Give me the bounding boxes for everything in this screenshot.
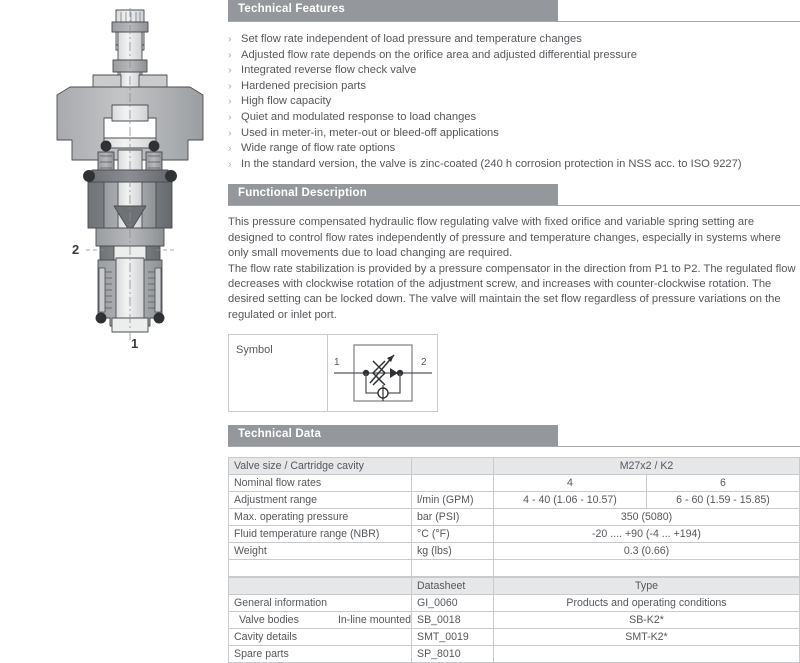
list-item-label: In the standard version, the valve is zinc-coated (240 h corrosion protection in NSS acc. to ISO 9227) [241,157,742,170]
row-label: Fluid temperature range (NBR) [229,526,412,543]
row-label: Cavity details [229,629,412,646]
list-item [228,63,800,79]
list-item-label: Hardened precision parts [241,79,366,92]
row-label: Weight [229,543,412,560]
list-item [228,110,800,126]
section-title-technical-data: Technical Data [238,428,322,441]
description-paragraph: The flow rate stabilization is provided by a pressure compensator in the direction from P1 to P2. The regulated flow decreases with clockwise rotation of the adjustment screw, and increases with counter-clockwise rotation. The desired setting can be locked down. The valve will maintain the set flow regardless of pressure variations on the regulated or inlet port. [228,262,796,321]
row-label: Max. operating pressure [229,509,412,526]
description-paragraph: This pressure compensated hydraulic flow regulating valve with fixed orifice and variable spring setting are designed to control flow rates independently of pressure and temperature changes, especially in systems where only small movements due to load changing are required. [228,216,781,260]
section-header-technical-data [228,425,800,447]
row-unit [412,475,494,492]
list-item-label: Used in meter-in, meter-out or bleed-off applications [241,126,499,139]
list-item [228,32,800,48]
chevron-right-icon: › [228,157,232,170]
row-label: Nominal flow rates [229,475,412,492]
section-title-functional-description: Functional Description [238,187,367,200]
symbol-port-left: 1 [334,357,340,369]
row-value-size6: 6 - 60 (1.59 - 15.85) [647,492,800,509]
list-item-label: Set flow rate independent of load pressure and temperature changes [241,33,582,45]
table-row [229,526,800,543]
row-label: General information [229,595,412,612]
row-label: Spare parts [229,646,412,663]
list-item-label: High flow capacity [241,95,332,108]
row-value: 0.3 (0.66) [494,543,800,560]
table-header-row [229,578,800,595]
content-column [228,0,800,661]
list-item [228,79,800,95]
technical-features-list [228,32,800,172]
datasheet-table [228,577,800,663]
row-value-size4: 4 [494,475,647,492]
list-item [228,157,800,173]
row-value-size6: 6 [647,475,800,492]
row-value: -20 .... +90 (-4 ... +194) [494,526,800,543]
section-header-functional-description [228,184,800,206]
table-row [229,492,800,509]
row-unit: kg (lbs) [412,543,494,560]
chevron-right-icon: › [228,48,232,61]
list-item [228,141,800,157]
header-blank [229,578,412,595]
symbol-diagram-cell [328,335,437,411]
row-unit: bar (PSI) [412,509,494,526]
port-label-1: 1 [131,336,139,351]
functional-description-text [228,215,800,323]
chevron-right-icon: › [228,126,232,139]
row-label: Valve bodies [239,614,299,627]
section-header-technical-features [228,0,800,22]
row-label: Adjustment range [229,492,412,509]
spacer-cell [494,560,800,577]
table-row [229,509,800,526]
row-label: Valve size / Cartridge cavity [229,458,412,475]
list-item [228,126,800,142]
symbol-box [228,334,438,412]
row-unit: °C (°F) [412,526,494,543]
list-item-label: Quiet and modulated response to load changes [241,110,477,123]
chevron-right-icon: › [228,33,232,45]
table-row [229,543,800,560]
row-type: SMT-K2* [494,629,800,646]
chevron-right-icon: › [228,79,232,92]
datasheet-table-wrap [228,577,800,663]
table-row [229,595,800,612]
row-value-size4: 4 - 40 (1.06 - 10.57) [494,492,647,509]
row-type: SB-K2* [494,612,800,629]
symbol-label: Symbol [236,344,273,357]
table-row [229,475,800,492]
list-item-label: Adjusted flow rate depends on the orifice area and adjusted differential pressure [241,48,637,61]
list-item [228,94,800,110]
row-datasheet: SP_8010 [412,646,494,663]
row-datasheet: SMT_0019 [412,629,494,646]
section-title-technical-features: Technical Features [238,3,345,15]
chevron-right-icon: › [228,110,232,123]
row-unit [412,458,494,475]
chevron-right-icon: › [228,95,232,108]
table-row [229,458,800,475]
row-value: 350 (5080) [494,509,800,526]
chevron-right-icon: › [228,142,232,155]
chevron-right-icon: › [228,64,232,77]
row-label-cell [229,612,412,629]
table-row [229,629,800,646]
row-datasheet: GI_0060 [412,595,494,612]
row-label-suffix: In-line mounted [337,614,411,627]
flow-control-valve-symbol-icon [328,335,437,411]
row-type [494,646,800,663]
valve-illustration [0,0,225,600]
header-type: Type [494,578,800,595]
row-datasheet: SB_0018 [412,612,494,629]
table-row [229,612,800,629]
list-item-label: Wide range of flow rate options [241,142,396,155]
symbol-port-right: 2 [421,357,427,369]
technical-data-table-wrap [228,457,800,577]
technical-data-table [228,457,800,577]
row-value: M27x2 / K2 [494,458,800,475]
spacer-cell [412,560,494,577]
list-item-label: Integrated reverse flow check valve [241,64,417,77]
table-spacer-row [229,560,800,577]
spacer-cell [229,560,412,577]
symbol-label-cell [229,335,328,411]
table-row [229,646,800,663]
list-item [228,48,800,64]
cartridge-valve-drawing [0,0,225,600]
port-label-2: 2 [72,242,80,257]
row-unit: l/min (GPM) [412,492,494,509]
header-datasheet: Datasheet [412,578,494,595]
row-type: Products and operating conditions [494,595,800,612]
